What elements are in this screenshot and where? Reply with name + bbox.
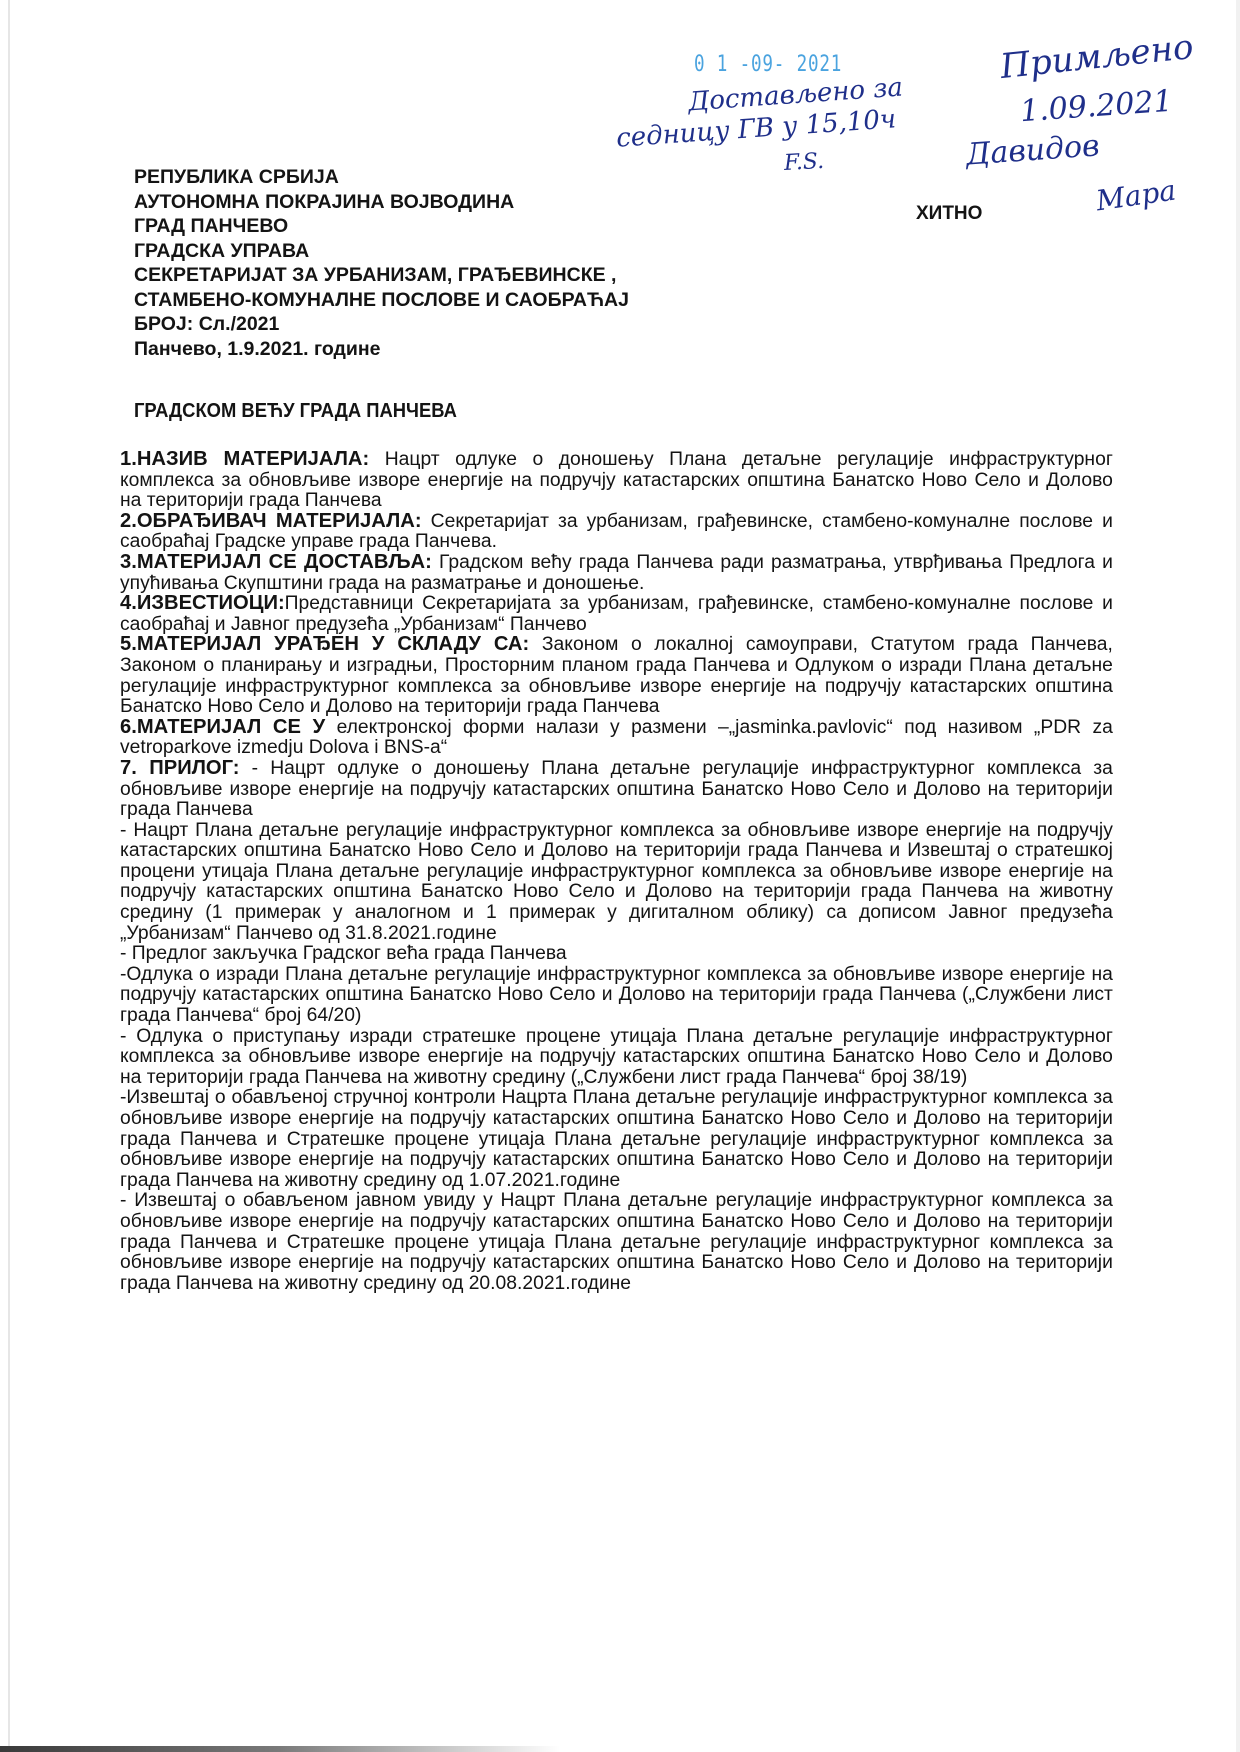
- letterhead-line: ГРАДСКА УПРАВА: [134, 239, 310, 262]
- scan-edge-left: [8, 0, 10, 1752]
- section-label: 6.МАТЕРИЈАЛ СЕ У: [120, 714, 326, 738]
- letterhead-line: АУТОНОМНА ПОКРАЈИНА ВОЈВОДИНА: [134, 190, 515, 213]
- attachment-item: [120, 755, 1113, 821]
- section-text: електронској форми налази у размени –„jasminka.pavlovic“ под називом „PDR za vetroparkove izmedju Dolova i BNS-a“: [120, 715, 1113, 759]
- section-label: 5.МАТЕРИЈАЛ УРАЂЕН У СКЛАДУ СА:: [120, 632, 530, 656]
- handwritten-received-label: Примљено: [998, 26, 1196, 88]
- attachment-item: - Предлог закључка Градског већа града Панчева: [120, 942, 567, 965]
- document-body: [120, 449, 1113, 1293]
- scan-shadow: [0, 1746, 560, 1752]
- section-label: 2.ОБРАЂИВАЧ МАТЕРИЈАЛА:: [120, 508, 422, 532]
- handwritten-received-date: 1.09.2021: [1018, 83, 1174, 130]
- urgency-label: ХИТНО: [916, 203, 983, 224]
- document-number: БРОЈ: Сл./2021: [134, 313, 280, 335]
- attachment-text: - Нацрт одлуке о доношењу Плана детаљне регулације инфраструктурног комплекса за обновљиве изворе енергије на подручју катастарских општина Банатско Ново Село и Долово на територији града Панчева: [120, 756, 1113, 821]
- section-delivered-to: [120, 549, 1113, 594]
- section-legal-basis: [120, 634, 1113, 716]
- section-electronic-form: [120, 714, 1113, 759]
- letterhead-line: СЕКРЕТАРИЈАТ ЗА УРБАНИЗАМ, ГРАЂЕВИНСКЕ ,: [134, 264, 617, 286]
- letterhead-line: СТАМБЕНО-КОМУНАЛНЕ ПОСЛОВЕ И САОБРАЋАЈ: [134, 288, 629, 311]
- handwritten-note-initials: F.S.: [783, 148, 825, 177]
- section-material-name: [120, 449, 1113, 511]
- attachments-label: 7. ПРИЛОГ:: [120, 755, 240, 779]
- letterhead-line: ГРАД ПАНЧЕВО: [134, 215, 289, 237]
- section-label: 1.НАЗИВ МАТЕРИЈАЛА:: [120, 447, 370, 470]
- handwritten-note-line: Достављено за: [687, 72, 904, 118]
- attachment-item: -Извештај о обављеној стручној контроли Нацрта Плана детаљне регулације инфраструктурног комплекса за обновљиве изворе енергије на подручју катастарских општина Банатско Ново Село и Долово на територији града Панчева и Стратешке процене утицаја Плана детаљне регулације инфраструктурног комплекса за обновљиве изворе енергије на подручју катастарских општина Банатско Ново Село и Долово на територији града Панчева на животну средину од 1.07.2021.године: [120, 1086, 1113, 1191]
- section-label: 3.МАТЕРИЈАЛ СЕ ДОСТАВЉА:: [120, 549, 432, 573]
- addressee: ГРАДСКОМ ВЕЋУ ГРАДА ПАНЧЕВА: [134, 400, 457, 422]
- letterhead-line: РЕПУБЛИКА СРБИЈА: [134, 166, 339, 188]
- scan-edge-right: [1236, 0, 1240, 1752]
- section-label: 4.ИЗВЕСТИОЦИ:: [120, 591, 285, 615]
- letterhead: [134, 165, 629, 361]
- handwritten-signature-name: Мара: [1094, 173, 1178, 218]
- section-text: Градском већу града Панчева ради разматрања, утврђивања Предлога и упућивања Скупштини града на разматрање и доношење.: [120, 550, 1113, 594]
- section-rapporteurs: [120, 593, 1113, 634]
- section-text: Нацрт одлуке о доношењу Плана детаљне регулације инфраструктурног комплекса за обновљиве изворе енергије на подручју катастарских општина Банатско Ново Село и Долово на територији града Панчева: [120, 448, 1113, 512]
- handwritten-signature-surname: Давидов: [964, 128, 1101, 173]
- attachment-item: - Одлука о приступању изради стратешке процене утицаја Плана детаљне регулације инфраструктурног комплекса за обновљиве изворе енергије на подручју катастарских општина Банатско Ново Село и Долово на територији града Панчева на животну средину („Службени лист града Панчева“ број 38/19): [120, 1024, 1113, 1088]
- attachment-item: - Извештај о обављеном јавном увиду у Нацрт Плана детаљне регулације инфраструктурног комплекса за обновљиве изворе енергије на подручју катастарских општина Банатско Ново Село и Долово на територији града Панчева и Стратешке процене утицаја Плана детаљне регулације инфраструктурног комплекса за обновљиве изворе енергије на подручју катастарских општина Банатско Ново Село и Долово на територији града Панчева на животну средину од 20.08.2021.године: [120, 1189, 1113, 1294]
- section-text: Представници Секретаријата за урбанизам, грађевинске, стамбено-комуналне послове и саобраћај и Јавног предузећа „Урбанизам“ Панчево: [120, 592, 1113, 635]
- section-prepared-by: [120, 508, 1113, 553]
- attachment-item: - Нацрт Плана детаљне регулације инфраструктурног комплекса за обновљиве изворе енергије на подручју катастарских општина Банатско Ново Село и Долово на територији града Панчева и Извештај о стратешкој процени утицаја Плана детаљне регулације инфраструктурног комплекса за обновљиве изворе енергије на подручју катастарских општина Банатско Ново Село и Долово на територији града Панчева на животну средину (1 примерак у аналогном и 1 примерак у дигиталном облику) са дописом Јавног предузећа „Урбанизам“ Панчево од 31.8.2021.године: [120, 818, 1113, 944]
- attachment-item: -Одлука о изради Плана детаљне регулације инфраструктурног комплекса за обновљиве изворе енергије на подручју катастарских општина Банатско Ново Село и Долово на територији града Панчева („Службени лист града Панчева“ број 64/20): [120, 962, 1113, 1027]
- document-date: Панчево, 1.9.2021. године: [134, 337, 381, 360]
- received-date-stamp: 0 1 -09- 2021: [694, 52, 843, 77]
- section-text: Секретаријат за урбанизам, грађевинске, стамбено-комуналне послове и саобраћај Градске управе града Панчева.: [120, 509, 1113, 553]
- handwritten-note-line: седницу ГВ у 15,10ч: [615, 104, 898, 154]
- section-text: Законом о локалној самоуправи, Статутом града Панчева, Законом о планирању и изградњи, Просторним планом града Панчева и Одлуком о изради Плана детаљне регулације инфраструктурног комплекса за обновљиве изворе енергије на подручју катастарских општина Банатско Ново Село и Долово на територији града Панчева: [120, 633, 1113, 718]
